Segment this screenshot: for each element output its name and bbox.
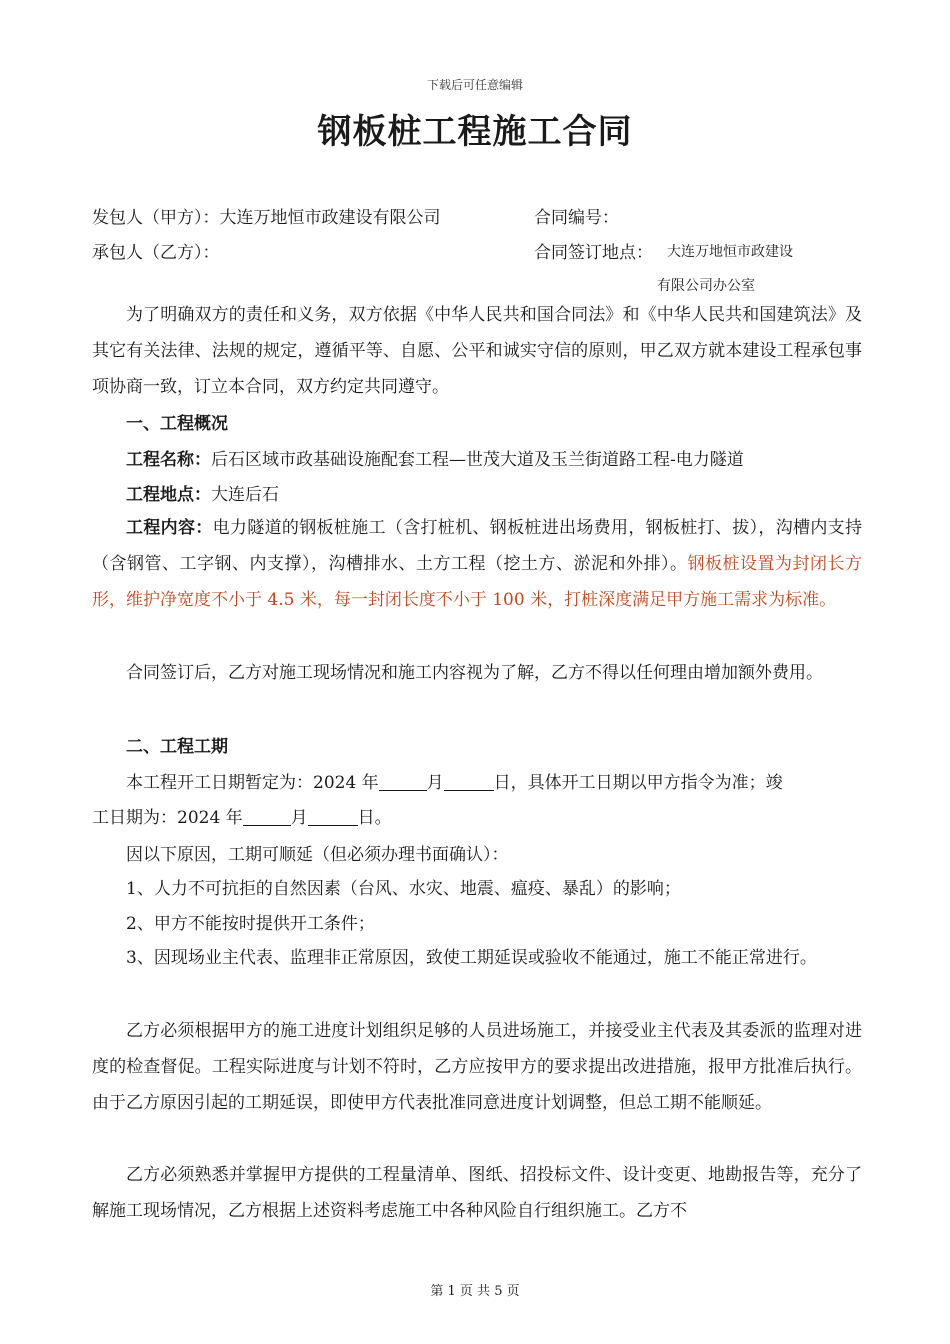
project-content <box>92 510 862 618</box>
project-content-value: 电力隧道的钢板桩施工（含打桩机、钢板桩进出场费用，钢板桩打、拔），沟槽内支持（含钢管、工字钢、内支撑），沟槽排水、土方工程（挖土方、淤泥和外排）。 <box>92 518 863 574</box>
project-location-label: 工程地点： <box>126 485 211 505</box>
after-sign-paragraph: 合同签订后，乙方对施工现场情况和施工内容视为了解，乙方不得以任何理由增加额外费用。 <box>126 663 823 683</box>
contract-number-label: 合同编号： <box>534 208 619 228</box>
header-note: 下载后可任意编辑 <box>426 78 523 92</box>
delay-reason-2: 2、甲方不能按时提供开工条件； <box>126 914 375 934</box>
project-name-value: 后石区域市政基础设施配套工程—世茂大道及玉兰街道路工程-电力隧道 <box>211 450 744 470</box>
project-name-label: 工程名称： <box>126 450 211 470</box>
sign-place-line1: 大连万地恒市政建设 <box>667 244 793 260</box>
project-location <box>92 477 862 513</box>
end-month-unit: 月 <box>290 808 308 828</box>
section1-heading: 一、工程概况 <box>126 414 228 434</box>
start-month-unit: 月 <box>426 773 444 793</box>
start-day-blank[interactable] <box>444 772 494 791</box>
delay-intro: 因以下原因，工期可顺延（但必须办理书面确认）： <box>126 845 509 865</box>
party-b: 承包人（乙方）： <box>92 243 220 263</box>
documents-paragraph: 乙方必须熟悉并掌握甲方提供的工程量清单、图纸、招投标文件、设计变更、地勘报告等，充分了解施工现场情况，乙方根据上述资料考虑施工中各种风险自行组织施工。乙方不 <box>92 1165 862 1221</box>
project-content-label: 工程内容： <box>126 518 213 538</box>
schedule-paragraph: 乙方必须根据甲方的施工进度计划组织足够的人员进场施工，并接受业主代表及其委派的监理对进度的检查督促。工程实际进度与计划不符时，乙方应按甲方的要求提出改进措施，报甲方批准后执行。由于乙方原因引起的工期延误，即使甲方代表批准同意进度计划调整，但总工期不能顺延。 <box>92 1021 862 1113</box>
intro-paragraph: 为了明确双方的责任和义务，双方依据《中华人民共和国合同法》和《中华人民共和国建筑法》及其它有关法律、法规的规定，遵循平等、自愿、公平和诚实守信的原则，甲乙双方就本建设工程承包事项协商一致，订立本合同，双方约定共同遵守。 <box>92 305 862 397</box>
section2-heading: 二、工程工期 <box>126 737 228 757</box>
sign-place-label: 合同签订地点： <box>534 243 653 263</box>
contract-title: 钢板桩工程施工合同 <box>317 112 633 152</box>
end-day-blank[interactable] <box>308 807 358 826</box>
party-a: 发包人（甲方）：大连万地恒市政建设有限公司 <box>92 208 441 228</box>
delay-reason-1: 1、人力不可抗拒的自然因素（台风、水灾、地震、瘟疫、暴乱）的影响； <box>126 879 681 899</box>
end-date-suffix: 日。 <box>357 808 392 828</box>
project-content-red-note: 钢板桩设置为封闭长方形，维护净宽度不小于 4.5 米，每一封闭长度不小于 100 米，打桩深度满足甲方施工需求为标准。 <box>92 554 862 610</box>
start-date-prefix: 本工程开工日期暂定为：2024 年 <box>126 773 379 793</box>
start-month-blank[interactable] <box>379 772 427 791</box>
project-location-value: 大连后石 <box>211 485 279 505</box>
sign-place-line2: 有限公司办公室 <box>657 278 755 294</box>
end-month-blank[interactable] <box>243 807 291 826</box>
start-date-line <box>92 765 862 801</box>
delay-reason-3: 3、因现场业主代表、监理非正常原因，致使工期延误或验收不能通过，施工不能正常进行。 <box>126 948 817 968</box>
page-footer: 第 1 页 共 5 页 <box>430 1284 520 1299</box>
end-date-line <box>92 800 862 836</box>
start-date-suffix: 日，具体开工日期以甲方指令为准；竣 <box>493 773 783 793</box>
project-name <box>92 442 862 478</box>
end-date-prefix: 工日期为：2024 年 <box>92 808 243 828</box>
